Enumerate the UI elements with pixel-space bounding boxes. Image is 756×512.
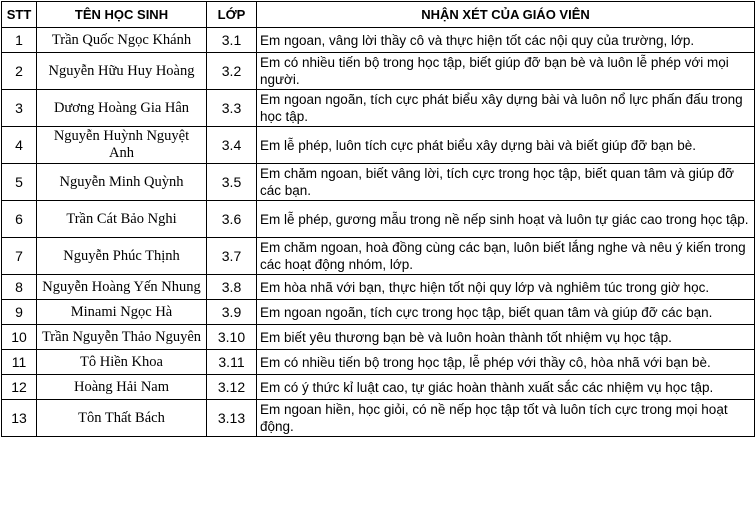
student-name-cell: Hoàng Hải Nam (37, 375, 207, 400)
stt-cell: 6 (2, 201, 37, 238)
table-row (2, 325, 755, 350)
teacher-comment-cell: Em chăm ngoan, biết vâng lời, tích cực trong học tập, biết quan tâm và giúp đỡ các bạn. (257, 164, 755, 201)
student-name-cell: Minami Ngọc Hà (37, 300, 207, 325)
stt-cell: 3 (2, 90, 37, 127)
student-name-cell: Nguyễn Hoàng Yến Nhung (37, 275, 207, 300)
table-row (2, 201, 755, 238)
header-row (2, 2, 755, 28)
class-cell: 3.2 (207, 53, 257, 90)
table-body (2, 28, 755, 437)
teacher-comment-cell: Em ngoan ngoãn, tích cực trong học tập, biết quan tâm và giúp đỡ các bạn. (257, 300, 755, 325)
table-row (2, 28, 755, 53)
stt-cell: 7 (2, 238, 37, 275)
student-name-cell: Tô Hiền Khoa (37, 350, 207, 375)
student-comments-table (1, 1, 755, 437)
table-row (2, 375, 755, 400)
stt-cell: 13 (2, 400, 37, 437)
class-cell: 3.3 (207, 90, 257, 127)
table-row (2, 300, 755, 325)
student-name-cell: Trần Cát Bảo Nghi (37, 201, 207, 238)
table-row (2, 164, 755, 201)
class-cell: 3.6 (207, 201, 257, 238)
teacher-comment-cell: Em chăm ngoan, hoà đồng cùng các bạn, luôn biết lắng nghe và nêu ý kiến trong các hoạt động nhóm, lớp. (257, 238, 755, 275)
student-name-cell: Trần Nguyễn Thảo Nguyên (37, 325, 207, 350)
stt-cell: 5 (2, 164, 37, 201)
student-name-cell: Tôn Thất Bách (37, 400, 207, 437)
teacher-comment-cell: Em có ý thức kỉ luật cao, tự giác hoàn thành xuất sắc các nhiệm vụ học tập. (257, 375, 755, 400)
table-row (2, 400, 755, 437)
student-name-cell: Nguyễn Phúc Thịnh (37, 238, 207, 275)
class-cell: 3.5 (207, 164, 257, 201)
class-cell: 3.11 (207, 350, 257, 375)
class-cell: 3.7 (207, 238, 257, 275)
student-name-cell: Dương Hoàng Gia Hân (37, 90, 207, 127)
teacher-comment-cell: Em lễ phép, gương mẫu trong nề nếp sinh hoạt và luôn tự giác cao trong học tập. (257, 201, 755, 238)
table-row (2, 275, 755, 300)
teacher-comment-cell: Em ngoan, vâng lời thầy cô và thực hiện tốt các nội quy của trường, lớp. (257, 28, 755, 53)
table-row (2, 90, 755, 127)
class-cell: 3.8 (207, 275, 257, 300)
student-name-cell: Nguyễn Hữu Huy Hoàng (37, 53, 207, 90)
header-stt: STT (2, 2, 37, 28)
teacher-comment-cell: Em ngoan hiền, học giỏi, có nề nếp học tập tốt và luôn tích cực trong mọi hoạt động. (257, 400, 755, 437)
table-row (2, 350, 755, 375)
stt-cell: 10 (2, 325, 37, 350)
stt-cell: 9 (2, 300, 37, 325)
stt-cell: 4 (2, 127, 37, 164)
student-name-cell: Nguyễn Minh Quỳnh (37, 164, 207, 201)
teacher-comment-cell: Em lễ phép, luôn tích cực phát biểu xây dựng bài và biết giúp đỡ bạn bè. (257, 127, 755, 164)
class-cell: 3.1 (207, 28, 257, 53)
class-cell: 3.4 (207, 127, 257, 164)
class-cell: 3.13 (207, 400, 257, 437)
student-name-cell: Trần Quốc Ngọc Khánh (37, 28, 207, 53)
table-row (2, 238, 755, 275)
class-cell: 3.10 (207, 325, 257, 350)
stt-cell: 2 (2, 53, 37, 90)
teacher-comment-cell: Em biết yêu thương bạn bè và luôn hoàn thành tốt nhiệm vụ học tập. (257, 325, 755, 350)
teacher-comment-cell: Em hòa nhã với bạn, thực hiện tốt nội quy lớp và nghiêm túc trong giờ học. (257, 275, 755, 300)
stt-cell: 1 (2, 28, 37, 53)
header-class: LỚP (207, 2, 257, 28)
teacher-comment-cell: Em ngoan ngoãn, tích cực phát biểu xây dựng bài và luôn nổ lực phấn đấu trong học tập. (257, 90, 755, 127)
stt-cell: 11 (2, 350, 37, 375)
table-row (2, 127, 755, 164)
table-row (2, 53, 755, 90)
teacher-comment-cell: Em có nhiều tiến bộ trong học tập, biết giúp đỡ bạn bè và luôn lễ phép với mọi người. (257, 53, 755, 90)
teacher-comment-cell: Em có nhiều tiến bộ trong học tập, lễ phép với thầy cô, hòa nhã với bạn bè. (257, 350, 755, 375)
class-cell: 3.12 (207, 375, 257, 400)
stt-cell: 12 (2, 375, 37, 400)
header-teacher-comment: NHẬN XÉT CỦA GIÁO VIÊN (257, 2, 755, 28)
class-cell: 3.9 (207, 300, 257, 325)
student-name-cell: Nguyễn Huỳnh Nguyệt Anh (37, 127, 207, 164)
header-student-name: TÊN HỌC SINH (37, 2, 207, 28)
stt-cell: 8 (2, 275, 37, 300)
